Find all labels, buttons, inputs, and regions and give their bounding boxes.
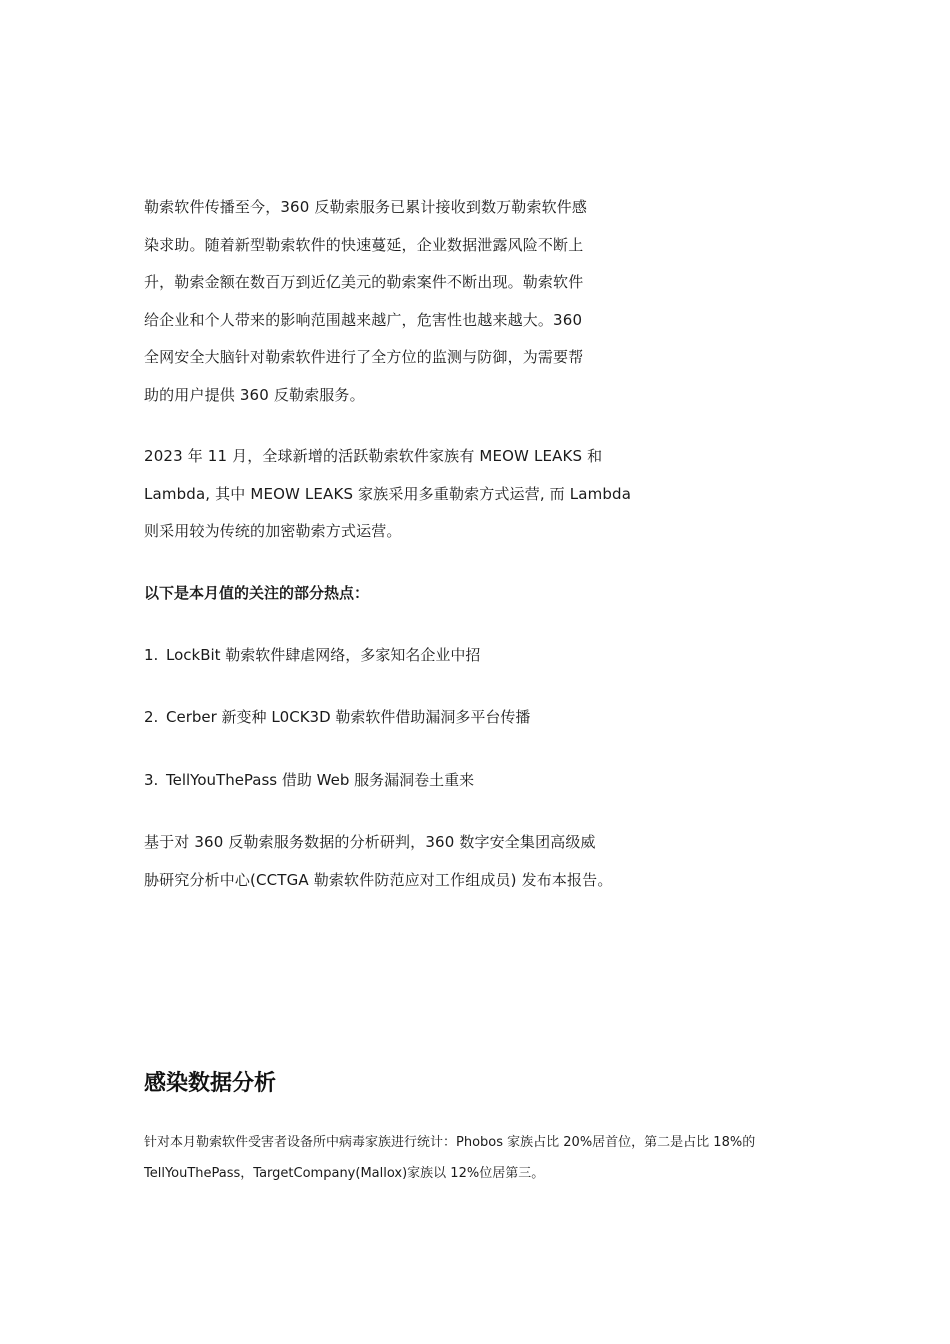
hotspot-item-1 <box>144 637 824 675</box>
november-paragraph <box>144 438 640 551</box>
section-heading: 感染数据分析 <box>144 1071 277 1096</box>
hotspots-section <box>144 575 640 613</box>
intro-line: 全网安全大脑针对勒索软件进行了全方位的监测与防御，为需要帮 <box>144 348 584 366</box>
list-number: 1. <box>144 646 159 664</box>
intro-line: 助的用户提供 360 反勒索服务。 <box>144 385 365 404</box>
intro-line: 染求助。随着新型勒索软件的快速蔓延，企业数据泄露风险不断上 <box>144 235 584 254</box>
list-number: 2. <box>144 708 159 726</box>
hotspots-title: 以下是本月值的关注的部分热点： <box>144 584 370 602</box>
list-text: Cerber 新变种 L0CK3D 勒索软件借助漏洞多平台传播 <box>166 708 531 726</box>
hotspot-item-3 <box>144 762 824 800</box>
november-line: Lambda, 其中 MEOW LEAKS 家族采用多重勒索方式运营, 而 Lambda <box>144 484 632 503</box>
list-text: TellYouThePass 借助 Web 服务漏洞卷土重来 <box>166 771 475 789</box>
section-line: TellYouThePass，TargetCompany(Mallox)家族以 12%位居第三。 <box>144 1166 545 1181</box>
section-heading-block <box>144 1066 824 1097</box>
intro-line: 给企业和个人带来的影响范围越来越广，危害性也越来越大。360 <box>144 310 583 329</box>
conclusion-paragraph <box>144 824 824 899</box>
intro-line: 勒索软件传播至今，360 反勒索服务已累计接收到数万勒索软件感 <box>144 198 588 216</box>
conclusion-line: 胁研究分析中心(CCTGA 勒索软件防范应对工作组成员) 发布本报告。 <box>144 870 613 889</box>
list-number: 3. <box>144 771 159 789</box>
november-line: 则采用较为传统的加密勒索方式运营。 <box>144 522 402 540</box>
november-line: 2023 年 11 月，全球新增的活跃勒索软件家族有 MEOW LEAKS 和 <box>144 447 603 465</box>
section-line: 针对本月勒索软件受害者设备所中病毒家族进行统计：Phobos 家族占比 20%居首位，第二是占比 18%的 <box>144 1135 756 1150</box>
conclusion-line: 基于对 360 反勒索服务数据的分析研判，360 数字安全集团高级威 <box>144 833 596 851</box>
section-paragraph <box>144 1127 844 1189</box>
intro-paragraph <box>144 189 640 414</box>
intro-line: 升，勒索金额在数百万到近亿美元的勒索案件不断出现。勒索软件 <box>144 273 584 291</box>
hotspot-item-2 <box>144 699 824 737</box>
list-text: LockBit 勒索软件肆虐网络，多家知名企业中招 <box>166 646 481 664</box>
